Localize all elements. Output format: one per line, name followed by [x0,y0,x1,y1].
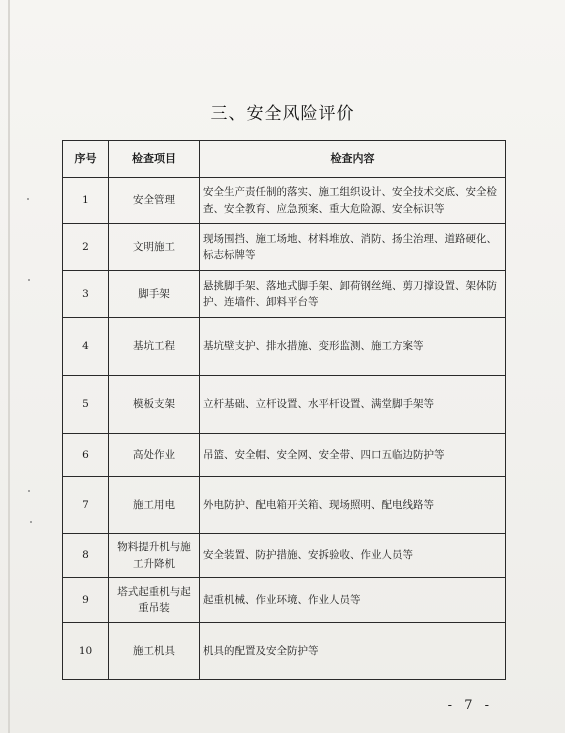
row-no: 2 [63,224,109,271]
row-item [109,477,200,534]
row-item [109,224,200,271]
table-row [63,376,506,434]
table-header-row [63,141,506,178]
page-number: - 7 - [447,698,493,713]
row-no: 6 [63,434,109,477]
safety-risk-table [62,140,506,680]
row-no: 4 [63,318,109,376]
row-item [109,318,200,376]
table-row [63,271,506,318]
row-content: 起重机械、作业环境、作业人员等 [200,578,506,623]
header-content: 检查内容 [200,141,506,178]
row-item-text: 基坑工程 [133,340,175,353]
row-no: 8 [63,534,109,578]
scan-speck [28,279,30,281]
row-item-text: 塔式起重机与起重吊装 [117,585,191,614]
row-content: 立杆基础、立杆设置、水平杆设置、满堂脚手架等 [200,376,506,434]
table-row [63,578,506,623]
table-row [63,178,506,224]
table-row [63,534,506,578]
row-content: 安全生产责任制的落实、施工组织设计、安全技术交底、安全检查、安全教育、应急预案、重大危险源、安全标识等 [200,178,506,224]
row-content: 外电防护、配电箱开关箱、现场照明、配电线路等 [200,477,506,534]
row-item-text: 模板支架 [133,398,175,411]
table-row [63,224,506,271]
row-item-text: 施工机具 [133,644,175,657]
row-item-text: 施工用电 [133,498,175,511]
row-item-text: 物料提升机与施工升降机 [117,541,191,570]
row-no: 3 [63,271,109,318]
row-content: 机具的配置及安全防护等 [200,623,506,680]
row-content: 现场围挡、施工场地、材料堆放、消防、扬尘治理、道路硬化、标志标牌等 [200,224,506,271]
scan-speck [27,198,29,200]
scan-speck [28,490,30,492]
table-row [63,434,506,477]
row-item-text: 脚手架 [138,287,170,300]
row-item [109,534,200,578]
row-no: 9 [63,578,109,623]
row-content: 基坑壁支护、排水措施、变形监测、施工方案等 [200,318,506,376]
row-content: 吊篮、安全帽、安全网、安全带、四口五临边防护等 [200,434,506,477]
row-content: 悬挑脚手架、落地式脚手架、卸荷钢丝绳、剪刀撑设置、架体防护、连墙件、卸料平台等 [200,271,506,318]
row-item [109,434,200,477]
table-row [63,477,506,534]
row-item [109,623,200,680]
row-no: 5 [63,376,109,434]
row-item [109,271,200,318]
section-title: 三、安全风险评价 [210,104,355,124]
row-no: 10 [63,623,109,680]
row-item [109,376,200,434]
table-row [63,623,506,680]
header-no: 序号 [63,141,109,178]
row-no: 1 [63,178,109,224]
header-item: 检查项目 [109,141,200,178]
row-item-text: 文明施工 [133,240,175,253]
row-item-text: 高处作业 [133,448,175,461]
row-item-text: 安全管理 [133,194,175,207]
row-content: 安全装置、防护措施、安拆验收、作业人员等 [200,534,506,578]
row-item [109,578,200,623]
table-row [63,318,506,376]
row-no: 7 [63,477,109,534]
row-item [109,178,200,224]
scan-speck [30,521,32,523]
